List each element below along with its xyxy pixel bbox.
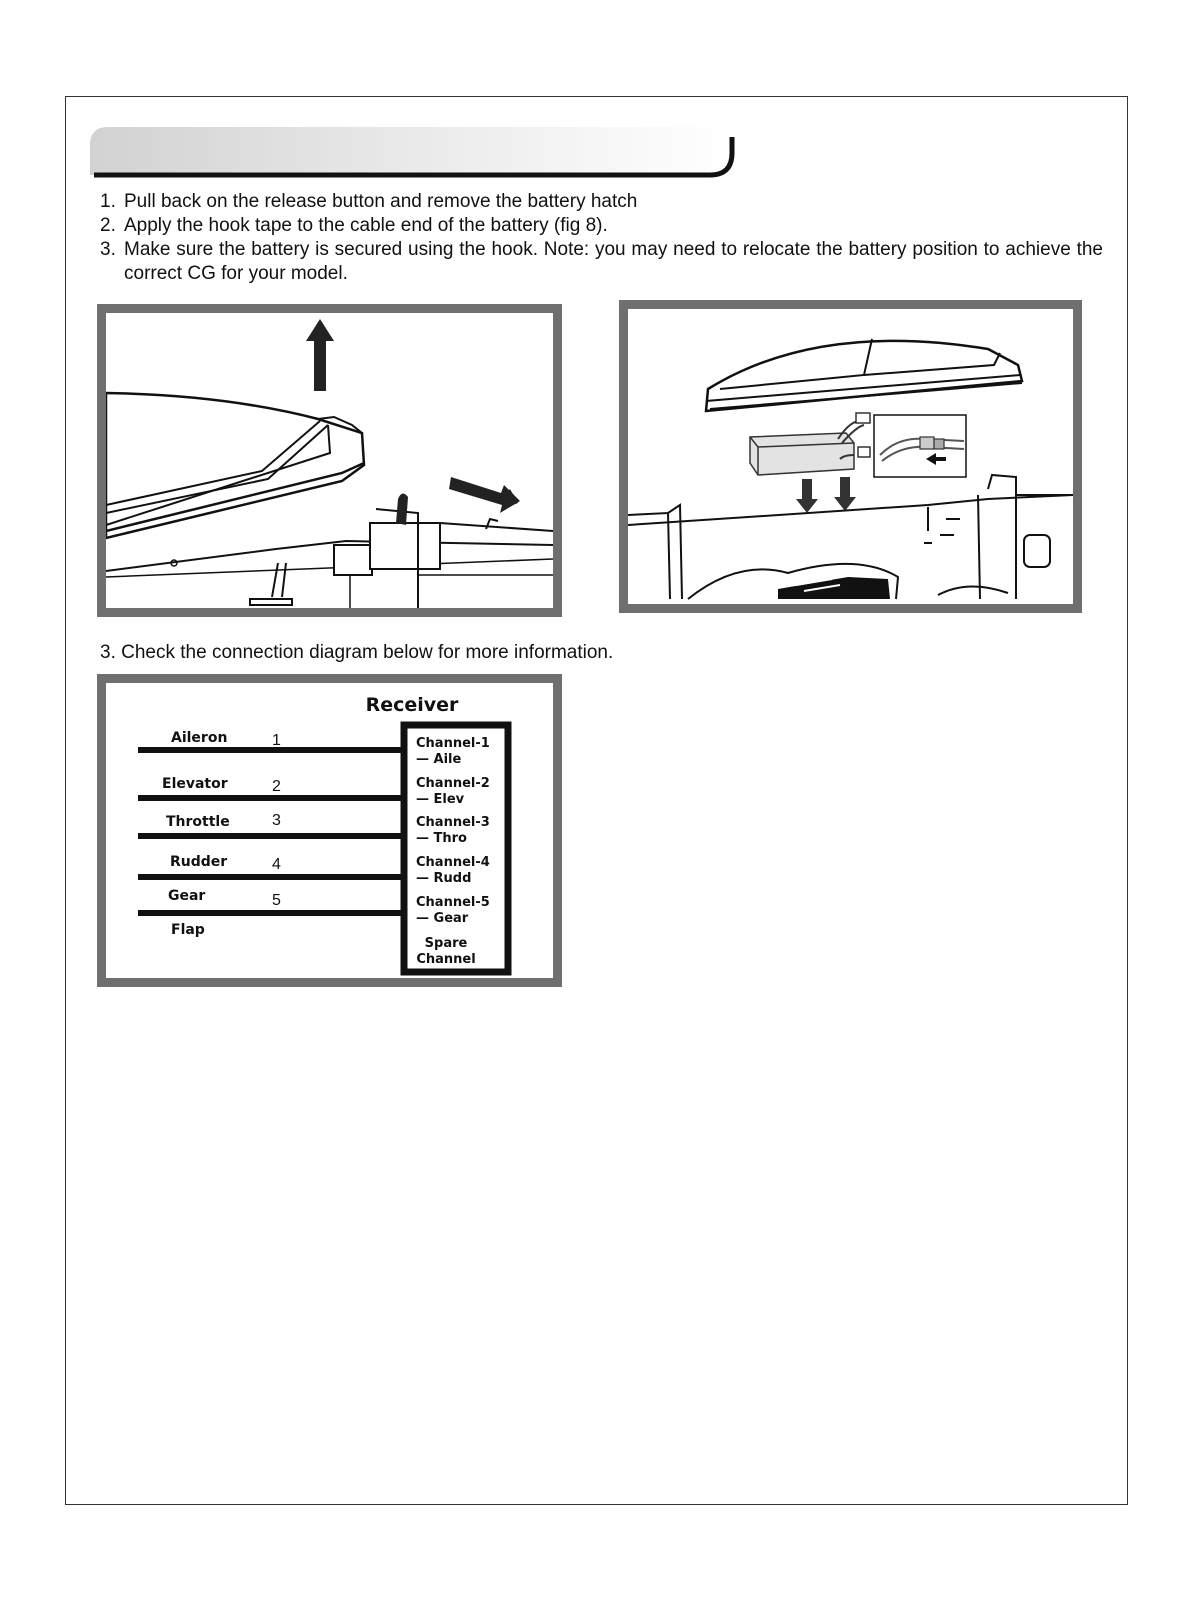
hatch-removal-illustration [106, 313, 553, 608]
function-label: Rudder [170, 854, 228, 870]
channel-label: Channel-2 [416, 776, 490, 791]
channel-label: Channel-1 [416, 736, 490, 751]
channel-short: — Gear [416, 911, 469, 926]
section-header-bar [90, 127, 740, 179]
function-label: Elevator [162, 776, 228, 792]
channel-number: 4 [272, 856, 281, 873]
step-number: 2. [100, 215, 116, 236]
function-label: Gear [168, 888, 206, 904]
up-arrow-icon [306, 319, 334, 391]
step-text: Apply the hook tape to the cable end of the battery (fig 8). [124, 215, 608, 236]
step-number: 1. [100, 191, 116, 212]
step-number: 3. [100, 239, 116, 260]
function-label: Aileron [171, 730, 228, 746]
instruction-step [100, 238, 1103, 286]
instruction-step [100, 214, 1103, 238]
receiver-connection-diagram [97, 674, 562, 987]
spare-channel-label: Channel [416, 952, 476, 967]
channel-label: Channel-3 [416, 815, 490, 830]
channel-short: — Thro [416, 831, 467, 846]
battery-placement-figure [619, 300, 1082, 613]
channel-short: — Aile [416, 752, 462, 767]
channel-number: 1 [272, 732, 281, 749]
instruction-list [100, 190, 1103, 286]
step-text: Pull back on the release button and remove the battery hatch [124, 191, 638, 212]
battery-placement-illustration [628, 309, 1073, 604]
channel-short: — Rudd [416, 871, 472, 886]
step-text: Make sure the battery is secured using the hook. Note: you may need to relocate the battery position to achieve the correct CG for your model. [124, 239, 1103, 284]
connection-step-caption [100, 641, 613, 665]
channel-short: — Elev [416, 792, 465, 807]
channel-label: Channel-4 [416, 855, 490, 870]
spare-channel-label: Spare [424, 936, 468, 951]
down-arrow-icon [834, 477, 856, 511]
channel-number: 5 [272, 892, 281, 909]
function-label: Throttle [166, 814, 230, 830]
channel-label: Channel-5 [416, 895, 490, 910]
instruction-step [100, 190, 1103, 214]
receiver-title: Receiver [365, 694, 459, 716]
right-arrow-icon [449, 477, 520, 513]
channel-number: 3 [272, 812, 281, 829]
step-text: Check the connection diagram below for more information. [121, 642, 614, 663]
step-number: 3. [100, 642, 116, 663]
battery-hatch-removal-figure [97, 304, 562, 617]
function-label: Flap [171, 922, 205, 938]
channel-number: 2 [272, 778, 281, 795]
down-arrow-icon [796, 479, 818, 513]
connection-diagram-svg [106, 683, 553, 978]
